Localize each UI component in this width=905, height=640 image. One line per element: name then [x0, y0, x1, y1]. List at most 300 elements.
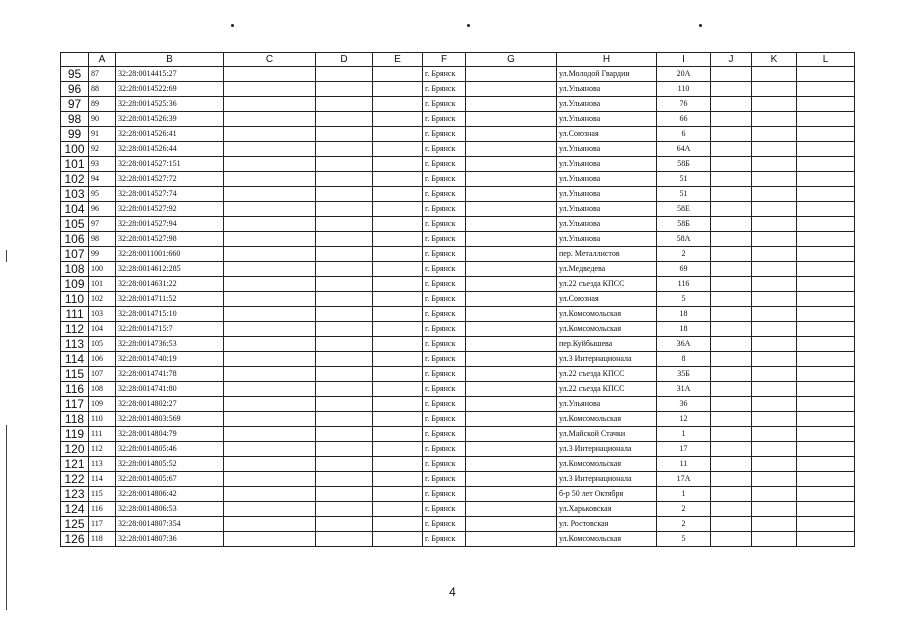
cell-l [797, 412, 855, 427]
row-number: 126 [61, 532, 89, 547]
cell-d [316, 457, 373, 472]
cell-e [373, 367, 423, 382]
cell-b-cadastral-number: 32:28:0014741:78 [116, 367, 224, 382]
cell-l [797, 67, 855, 82]
cell-d [316, 487, 373, 502]
cell-d [316, 277, 373, 292]
cell-j [711, 352, 752, 367]
cell-g [466, 187, 557, 202]
cell-d [316, 187, 373, 202]
cell-f-city: г. Брянск [423, 517, 466, 532]
cell-f-city: г. Брянск [423, 427, 466, 442]
cell-l [797, 337, 855, 352]
cell-a-number: 113 [89, 457, 116, 472]
cell-a-number: 114 [89, 472, 116, 487]
cell-b-cadastral-number: 32:28:0014522:69 [116, 82, 224, 97]
table-row [61, 382, 855, 397]
column-header-l: L [797, 53, 855, 67]
column-header-i: I [657, 53, 711, 67]
cell-g [466, 292, 557, 307]
cell-j [711, 247, 752, 262]
cell-l [797, 517, 855, 532]
cell-l [797, 247, 855, 262]
cell-e [373, 217, 423, 232]
cell-i-house: 5 [657, 292, 711, 307]
cell-a-number: 93 [89, 157, 116, 172]
cell-l [797, 277, 855, 292]
cell-c [224, 112, 316, 127]
cell-j [711, 97, 752, 112]
cell-c [224, 427, 316, 442]
cell-a-number: 112 [89, 442, 116, 457]
cell-k [752, 532, 797, 547]
cell-d [316, 367, 373, 382]
cell-k [752, 187, 797, 202]
cell-j [711, 142, 752, 157]
cell-f-city: г. Брянск [423, 232, 466, 247]
cell-l [797, 187, 855, 202]
spreadsheet-table [60, 52, 855, 547]
cell-j [711, 217, 752, 232]
cell-h-street: ул.3 Интернационала [557, 472, 657, 487]
cell-h-street: б-р 50 лет Октября [557, 487, 657, 502]
cell-j [711, 292, 752, 307]
cell-i-house: 6 [657, 127, 711, 142]
cell-j [711, 187, 752, 202]
cell-l [797, 502, 855, 517]
cell-i-house: 1 [657, 487, 711, 502]
cell-l [797, 262, 855, 277]
cell-l [797, 232, 855, 247]
cell-a-number: 88 [89, 82, 116, 97]
cell-k [752, 172, 797, 187]
cell-j [711, 127, 752, 142]
cell-j [711, 487, 752, 502]
cell-k [752, 382, 797, 397]
cell-c [224, 307, 316, 322]
table-row [61, 322, 855, 337]
cell-f-city: г. Брянск [423, 502, 466, 517]
cell-d [316, 472, 373, 487]
cell-h-street: ул.Ульянова [557, 217, 657, 232]
cell-a-number: 92 [89, 142, 116, 157]
cell-e [373, 442, 423, 457]
row-number: 114 [61, 352, 89, 367]
cell-f-city: г. Брянск [423, 487, 466, 502]
cell-f-city: г. Брянск [423, 472, 466, 487]
cell-c [224, 127, 316, 142]
cell-g [466, 367, 557, 382]
cell-l [797, 97, 855, 112]
row-number: 106 [61, 232, 89, 247]
table-row [61, 232, 855, 247]
cell-k [752, 97, 797, 112]
column-header-row [61, 53, 855, 67]
cell-b-cadastral-number: 32:28:0014805:46 [116, 442, 224, 457]
cell-e [373, 292, 423, 307]
cell-f-city: г. Брянск [423, 322, 466, 337]
cell-g [466, 397, 557, 412]
cell-a-number: 110 [89, 412, 116, 427]
column-header-c: C [224, 53, 316, 67]
cell-a-number: 90 [89, 112, 116, 127]
cell-l [797, 382, 855, 397]
cell-c [224, 457, 316, 472]
cell-i-house: 58А [657, 232, 711, 247]
page-number: 4 [449, 585, 456, 599]
cell-g [466, 172, 557, 187]
cell-h-street: ул.3 Интернационала [557, 442, 657, 457]
row-number: 111 [61, 307, 89, 322]
cell-a-number: 104 [89, 322, 116, 337]
cell-j [711, 367, 752, 382]
cell-d [316, 127, 373, 142]
cell-g [466, 517, 557, 532]
cell-h-street: ул.Ульянова [557, 112, 657, 127]
cell-e [373, 532, 423, 547]
cell-g [466, 232, 557, 247]
cell-a-number: 91 [89, 127, 116, 142]
cell-d [316, 442, 373, 457]
cell-e [373, 307, 423, 322]
cell-e [373, 487, 423, 502]
cell-b-cadastral-number: 32:28:0014807:354 [116, 517, 224, 532]
cell-l [797, 142, 855, 157]
cell-k [752, 322, 797, 337]
cell-f-city: г. Брянск [423, 127, 466, 142]
cell-d [316, 412, 373, 427]
cell-j [711, 517, 752, 532]
cell-l [797, 157, 855, 172]
row-number: 115 [61, 367, 89, 382]
cell-a-number: 98 [89, 232, 116, 247]
cell-f-city: г. Брянск [423, 457, 466, 472]
cell-e [373, 82, 423, 97]
cell-g [466, 112, 557, 127]
cell-h-street: ул.Союзная [557, 292, 657, 307]
cell-b-cadastral-number: 32:28:0014741:80 [116, 382, 224, 397]
cell-h-street: ул.Ульянова [557, 97, 657, 112]
row-number: 118 [61, 412, 89, 427]
row-number: 104 [61, 202, 89, 217]
cell-d [316, 517, 373, 532]
cell-b-cadastral-number: 32:28:0014807:36 [116, 532, 224, 547]
cell-e [373, 457, 423, 472]
cell-j [711, 337, 752, 352]
cell-k [752, 67, 797, 82]
cell-g [466, 127, 557, 142]
row-number: 113 [61, 337, 89, 352]
cell-d [316, 397, 373, 412]
cell-a-number: 87 [89, 67, 116, 82]
cell-k [752, 352, 797, 367]
cell-i-house: 18 [657, 307, 711, 322]
cell-h-street: ул.Комсомольская [557, 307, 657, 322]
cell-l [797, 427, 855, 442]
cell-d [316, 292, 373, 307]
cell-a-number: 117 [89, 517, 116, 532]
cell-b-cadastral-number: 32:28:0014612:285 [116, 262, 224, 277]
cell-l [797, 112, 855, 127]
cell-g [466, 277, 557, 292]
cell-f-city: г. Брянск [423, 262, 466, 277]
cell-h-street: ул.22 съезда КПСС [557, 382, 657, 397]
table-row [61, 172, 855, 187]
cell-k [752, 277, 797, 292]
cell-b-cadastral-number: 32:28:0014715:7 [116, 322, 224, 337]
cell-c [224, 442, 316, 457]
cell-h-street: ул.Харьковская [557, 502, 657, 517]
cell-k [752, 127, 797, 142]
cell-f-city: г. Брянск [423, 532, 466, 547]
cell-b-cadastral-number: 32:28:0014527:74 [116, 187, 224, 202]
table-row [61, 127, 855, 142]
cell-i-house: 36А [657, 337, 711, 352]
cell-a-number: 94 [89, 172, 116, 187]
cell-g [466, 262, 557, 277]
cell-h-street: ул.Комсомольская [557, 412, 657, 427]
cell-k [752, 202, 797, 217]
column-header-a: A [89, 53, 116, 67]
cell-a-number: 118 [89, 532, 116, 547]
table-row [61, 502, 855, 517]
cell-g [466, 217, 557, 232]
cell-k [752, 217, 797, 232]
cell-f-city: г. Брянск [423, 412, 466, 427]
cell-c [224, 97, 316, 112]
cell-c [224, 397, 316, 412]
cell-f-city: г. Брянск [423, 157, 466, 172]
cell-g [466, 337, 557, 352]
cell-i-house: 2 [657, 517, 711, 532]
cell-b-cadastral-number: 32:28:0014526:41 [116, 127, 224, 142]
cell-a-number: 99 [89, 247, 116, 262]
cell-d [316, 427, 373, 442]
cell-b-cadastral-number: 32:28:0014804:79 [116, 427, 224, 442]
cell-b-cadastral-number: 32:28:0014415:27 [116, 67, 224, 82]
cell-b-cadastral-number: 32:28:0014711:52 [116, 292, 224, 307]
scan-margin-mark [6, 250, 7, 262]
cell-k [752, 502, 797, 517]
cell-e [373, 472, 423, 487]
cell-f-city: г. Брянск [423, 202, 466, 217]
corner-header [61, 53, 89, 67]
cell-b-cadastral-number: 32:28:0014740:19 [116, 352, 224, 367]
cell-a-number: 108 [89, 382, 116, 397]
row-number: 110 [61, 292, 89, 307]
row-number: 112 [61, 322, 89, 337]
cell-h-street: ул.Ульянова [557, 202, 657, 217]
cell-j [711, 82, 752, 97]
cell-a-number: 95 [89, 187, 116, 202]
cell-h-street: ул.Союзная [557, 127, 657, 142]
table-row [61, 277, 855, 292]
cell-e [373, 352, 423, 367]
cell-i-house: 58Е [657, 202, 711, 217]
cell-g [466, 487, 557, 502]
cell-f-city: г. Брянск [423, 397, 466, 412]
cell-d [316, 67, 373, 82]
cell-i-house: 1 [657, 427, 711, 442]
cell-c [224, 142, 316, 157]
cell-c [224, 277, 316, 292]
table-row [61, 67, 855, 82]
row-number: 116 [61, 382, 89, 397]
cell-e [373, 262, 423, 277]
table-row [61, 247, 855, 262]
row-number: 108 [61, 262, 89, 277]
table-row [61, 457, 855, 472]
table-row [61, 112, 855, 127]
cell-c [224, 292, 316, 307]
cell-b-cadastral-number: 32:28:0014527:72 [116, 172, 224, 187]
cell-c [224, 487, 316, 502]
cell-a-number: 100 [89, 262, 116, 277]
cell-f-city: г. Брянск [423, 382, 466, 397]
cell-k [752, 427, 797, 442]
cell-e [373, 67, 423, 82]
cell-h-street: ул.Ульянова [557, 397, 657, 412]
column-header-d: D [316, 53, 373, 67]
cell-h-street: ул.Ульянова [557, 82, 657, 97]
cell-h-street: ул.Комсомольская [557, 322, 657, 337]
cell-g [466, 157, 557, 172]
cell-k [752, 82, 797, 97]
cell-g [466, 322, 557, 337]
cell-i-house: 17 [657, 442, 711, 457]
cell-e [373, 187, 423, 202]
cell-e [373, 247, 423, 262]
cell-i-house: 110 [657, 82, 711, 97]
cell-d [316, 172, 373, 187]
cell-b-cadastral-number: 32:28:0014527:92 [116, 202, 224, 217]
cell-l [797, 472, 855, 487]
scan-dot [467, 24, 470, 27]
cell-d [316, 217, 373, 232]
cell-f-city: г. Брянск [423, 307, 466, 322]
cell-l [797, 397, 855, 412]
cell-i-house: 58Б [657, 157, 711, 172]
cell-d [316, 247, 373, 262]
cell-f-city: г. Брянск [423, 442, 466, 457]
cell-i-house: 20А [657, 67, 711, 82]
cell-e [373, 202, 423, 217]
cell-e [373, 337, 423, 352]
cell-c [224, 247, 316, 262]
cell-c [224, 67, 316, 82]
cell-l [797, 202, 855, 217]
row-number: 120 [61, 442, 89, 457]
cell-k [752, 457, 797, 472]
cell-j [711, 202, 752, 217]
cell-i-house: 2 [657, 502, 711, 517]
cell-k [752, 487, 797, 502]
cell-i-house: 17А [657, 472, 711, 487]
cell-b-cadastral-number: 32:28:0014805:67 [116, 472, 224, 487]
cell-e [373, 517, 423, 532]
cell-j [711, 262, 752, 277]
cell-e [373, 277, 423, 292]
cell-i-house: 8 [657, 352, 711, 367]
cell-d [316, 502, 373, 517]
cell-g [466, 97, 557, 112]
row-number: 125 [61, 517, 89, 532]
cell-h-street: ул.Ульянова [557, 142, 657, 157]
column-header-e: E [373, 53, 423, 67]
cell-d [316, 262, 373, 277]
cell-h-street: ул.Ульянова [557, 232, 657, 247]
cell-g [466, 82, 557, 97]
cell-k [752, 442, 797, 457]
cell-k [752, 337, 797, 352]
cell-i-house: 51 [657, 172, 711, 187]
cell-i-house: 116 [657, 277, 711, 292]
cell-c [224, 472, 316, 487]
cell-f-city: г. Брянск [423, 292, 466, 307]
cell-e [373, 112, 423, 127]
cell-h-street: пер.Куйбышева [557, 337, 657, 352]
cell-j [711, 457, 752, 472]
cell-g [466, 352, 557, 367]
row-number: 103 [61, 187, 89, 202]
cell-j [711, 427, 752, 442]
table-row [61, 97, 855, 112]
cell-g [466, 67, 557, 82]
cell-f-city: г. Брянск [423, 247, 466, 262]
table-row [61, 157, 855, 172]
row-number: 122 [61, 472, 89, 487]
cell-i-house: 31А [657, 382, 711, 397]
row-number: 117 [61, 397, 89, 412]
column-header-b: B [116, 53, 224, 67]
cell-h-street: ул.Молодой Гвардии [557, 67, 657, 82]
scan-dot [231, 24, 234, 27]
cell-c [224, 532, 316, 547]
cell-e [373, 127, 423, 142]
cell-k [752, 112, 797, 127]
cell-l [797, 487, 855, 502]
cell-k [752, 157, 797, 172]
cell-j [711, 397, 752, 412]
cell-f-city: г. Брянск [423, 172, 466, 187]
scan-dot [699, 24, 702, 27]
table-row [61, 202, 855, 217]
row-number: 107 [61, 247, 89, 262]
cell-k [752, 142, 797, 157]
cell-i-house: 2 [657, 247, 711, 262]
cell-c [224, 412, 316, 427]
cell-i-house: 35Б [657, 367, 711, 382]
cell-j [711, 112, 752, 127]
cell-c [224, 172, 316, 187]
row-number: 119 [61, 427, 89, 442]
cell-a-number: 105 [89, 337, 116, 352]
cell-d [316, 202, 373, 217]
cell-d [316, 142, 373, 157]
cell-h-street: ул.Ульянова [557, 172, 657, 187]
row-number: 105 [61, 217, 89, 232]
cell-g [466, 247, 557, 262]
cell-e [373, 142, 423, 157]
cell-c [224, 367, 316, 382]
table-row [61, 517, 855, 532]
cell-c [224, 502, 316, 517]
cell-d [316, 307, 373, 322]
cell-d [316, 97, 373, 112]
cell-i-house: 5 [657, 532, 711, 547]
cell-i-house: 51 [657, 187, 711, 202]
cell-a-number: 111 [89, 427, 116, 442]
